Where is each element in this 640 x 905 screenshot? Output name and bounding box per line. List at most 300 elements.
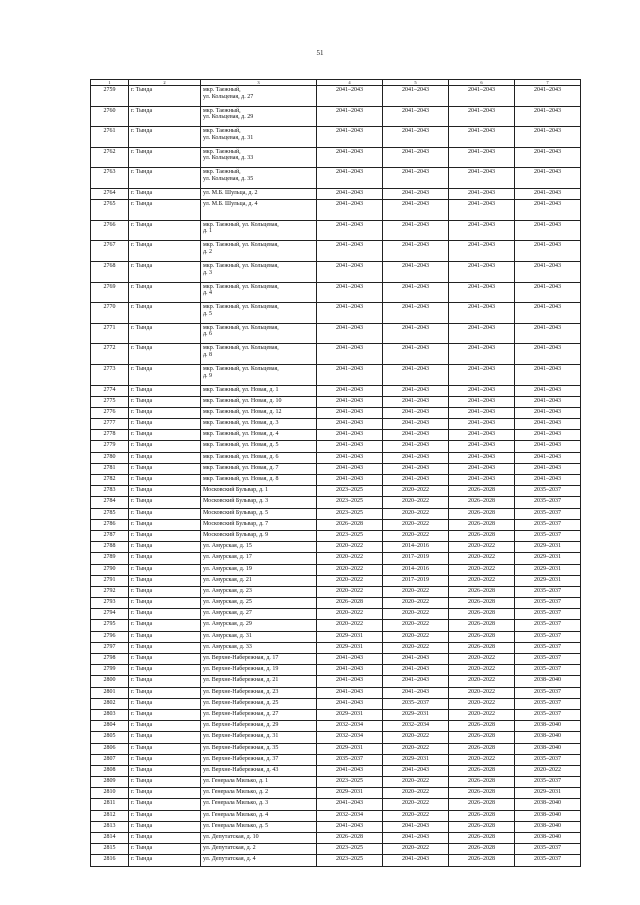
period-cell-col6: 2026–2028 (449, 855, 515, 866)
period-cell-col7: 2029–2031 (515, 788, 581, 799)
period-cell-col7: 2041–2043 (515, 430, 581, 441)
table-row (91, 709, 581, 720)
period-cell-col7: 2041–2043 (515, 396, 581, 407)
address-line: д. 3 (203, 269, 213, 276)
address-cell (201, 497, 317, 508)
table-row (91, 732, 581, 743)
city-cell: г. Тында (129, 261, 201, 282)
city-cell: г. Тында (129, 665, 201, 676)
period-cell-col7: 2038–2040 (515, 799, 581, 810)
period-cell-col5: 2020–2022 (383, 586, 449, 597)
city-cell: г. Тында (129, 530, 201, 541)
period-cell-col4: 2041–2043 (317, 200, 383, 221)
address-line: мкр. Таежный, ул. Кольцевая, (203, 345, 279, 352)
period-cell-col7: 2041–2043 (515, 463, 581, 474)
period-cell-col4: 2035–2037 (317, 754, 383, 765)
address-line: мкр. Таежный, ул. Кольцевая, (203, 221, 279, 228)
period-cell-col6: 2026–2028 (449, 631, 515, 642)
address-line: мкр. Таежный, ул. Новая, д. 8 (203, 476, 279, 482)
address-line: ул. Верхне-Набережная, д. 25 (203, 699, 279, 706)
period-cell-col6: 2020–2022 (449, 676, 515, 687)
period-cell-col4: 2041–2043 (317, 385, 383, 396)
address-cell (201, 127, 317, 148)
schedule-table (90, 79, 581, 867)
city-cell: г. Тында (129, 553, 201, 564)
table-row (91, 86, 581, 107)
city-cell: г. Тында (129, 564, 201, 575)
period-cell-col4: 2032–2034 (317, 732, 383, 743)
address-line: ул. Верхне-Набережная, д. 35 (203, 744, 279, 751)
city-cell: г. Тында (129, 609, 201, 620)
table-body (91, 80, 581, 867)
address-line: ул. Генерала Милько, д. 2 (203, 789, 269, 796)
table-row (91, 220, 581, 241)
header-cell: 3 (201, 80, 317, 86)
period-cell-col4: 2026–2028 (317, 519, 383, 530)
row-number-cell: 2790 (91, 564, 129, 575)
period-cell-col7: 2035–2037 (515, 586, 581, 597)
table-row (91, 530, 581, 541)
row-number-cell: 2801 (91, 687, 129, 698)
period-cell-col6: 2026–2028 (449, 721, 515, 732)
period-cell-col4: 2020–2022 (317, 542, 383, 553)
address-line: мкр. Таежный, (203, 87, 241, 93)
period-cell-col7: 2041–2043 (515, 106, 581, 127)
period-cell-col7: 2041–2043 (515, 86, 581, 107)
table-row (91, 642, 581, 653)
city-cell: г. Тында (129, 497, 201, 508)
city-cell: г. Тында (129, 452, 201, 463)
address-cell (201, 452, 317, 463)
address-line: ул. М.Б. Шульца, д. 2 (203, 189, 258, 196)
period-cell-col6: 2026–2028 (449, 743, 515, 754)
period-cell-col4: 2041–2043 (317, 106, 383, 127)
period-cell-col6: 2026–2028 (449, 732, 515, 743)
row-number-cell: 2773 (91, 364, 129, 385)
city-cell: г. Тында (129, 86, 201, 107)
period-cell-col5: 2020–2022 (383, 598, 449, 609)
address-cell (201, 463, 317, 474)
period-cell-col4: 2041–2043 (317, 654, 383, 665)
period-cell-col7: 2038–2040 (515, 732, 581, 743)
period-cell-col5: 2041–2043 (383, 168, 449, 189)
address-cell (201, 323, 317, 344)
period-cell-col6: 2041–2043 (449, 396, 515, 407)
period-cell-col7: 2041–2043 (515, 200, 581, 221)
city-cell: г. Тында (129, 430, 201, 441)
address-cell (201, 364, 317, 385)
table-row (91, 430, 581, 441)
address-cell (201, 732, 317, 743)
address-cell (201, 844, 317, 855)
table-row (91, 665, 581, 676)
period-cell-col6: 2020–2022 (449, 564, 515, 575)
period-cell-col6: 2026–2028 (449, 799, 515, 810)
period-cell-col7: 2041–2043 (515, 241, 581, 262)
address-cell (201, 743, 317, 754)
table-row (91, 564, 581, 575)
address-line: ул. Амурская, д. 27 (203, 610, 252, 617)
header-cell: 7 (515, 80, 581, 86)
period-cell-col5: 2041–2043 (383, 687, 449, 698)
address-line: ул. Амурская, д. 29 (203, 621, 252, 628)
period-cell-col4: 2041–2043 (317, 188, 383, 199)
period-cell-col5: 2014–2016 (383, 542, 449, 553)
row-number-cell: 2789 (91, 553, 129, 564)
period-cell-col4: 2026–2028 (317, 833, 383, 844)
header-cell: 6 (449, 80, 515, 86)
period-cell-col6: 2041–2043 (449, 282, 515, 303)
period-cell-col7: 2035–2037 (515, 609, 581, 620)
period-cell-col6: 2041–2043 (449, 385, 515, 396)
address-cell (201, 698, 317, 709)
row-number-cell: 2774 (91, 385, 129, 396)
row-number-cell: 2788 (91, 542, 129, 553)
row-number-cell: 2786 (91, 519, 129, 530)
table-row (91, 241, 581, 262)
address-cell (201, 855, 317, 866)
period-cell-col7: 2041–2043 (515, 168, 581, 189)
period-cell-col5: 2014–2016 (383, 564, 449, 575)
address-cell (201, 821, 317, 832)
period-cell-col7: 2035–2037 (515, 665, 581, 676)
table-row (91, 385, 581, 396)
address-line: ул. Амурская, д. 33 (203, 643, 252, 650)
period-cell-col4: 2041–2043 (317, 261, 383, 282)
header-cell: 5 (383, 80, 449, 86)
address-line: ул. Депутатская, д. 10 (203, 834, 259, 840)
period-cell-col5: 2041–2043 (383, 106, 449, 127)
row-number-cell: 2791 (91, 575, 129, 586)
address-line: мкр. Таежный, (203, 107, 241, 114)
address-cell (201, 188, 317, 199)
period-cell-col4: 2020–2022 (317, 564, 383, 575)
address-line: мкр. Таежный, ул. Новая, д. 12 (203, 408, 282, 415)
period-cell-col5: 2041–2043 (383, 188, 449, 199)
table-row (91, 407, 581, 418)
period-cell-col4: 2023–2025 (317, 497, 383, 508)
row-number-cell: 2782 (91, 475, 129, 486)
city-cell: г. Тында (129, 799, 201, 810)
period-cell-col5: 2020–2022 (383, 799, 449, 810)
row-number-cell: 2775 (91, 396, 129, 407)
period-cell-col5: 2020–2022 (383, 788, 449, 799)
address-line: мкр. Таежный, ул. Кольцевая, (203, 304, 279, 311)
address-line: ул. Кольцевая, д. 27 (203, 93, 254, 100)
period-cell-col7: 2038–2040 (515, 833, 581, 844)
table-row (91, 698, 581, 709)
period-cell-col4: 2041–2043 (317, 323, 383, 344)
city-cell: г. Тында (129, 508, 201, 519)
address-line: ул. Генерала Милько, д. 5 (203, 822, 269, 829)
row-number-cell: 2797 (91, 642, 129, 653)
address-line: Московский Бульвар, д. 3 (203, 498, 269, 505)
period-cell-col6: 2041–2043 (449, 452, 515, 463)
period-cell-col5: 2020–2022 (383, 530, 449, 541)
city-cell: г. Тында (129, 441, 201, 452)
period-cell-col5: 2041–2043 (383, 654, 449, 665)
table-row (91, 441, 581, 452)
city-cell: г. Тында (129, 721, 201, 732)
address-line: Московский Бульвар, д. 1 (203, 487, 269, 494)
address-line: ул. Амурская, д. 25 (203, 599, 252, 606)
period-cell-col4: 2020–2022 (317, 586, 383, 597)
city-cell: г. Тында (129, 698, 201, 709)
period-cell-col5: 2020–2022 (383, 497, 449, 508)
table-row (91, 282, 581, 303)
row-number-cell: 2803 (91, 709, 129, 720)
page-number: 51 (316, 49, 324, 57)
address-cell (201, 344, 317, 365)
period-cell-col7: 2038–2040 (515, 721, 581, 732)
period-cell-col7: 2038–2040 (515, 810, 581, 821)
period-cell-col4: 2041–2043 (317, 676, 383, 687)
table-row (91, 323, 581, 344)
period-cell-col4: 2023–2025 (317, 844, 383, 855)
period-cell-col7: 2041–2043 (515, 220, 581, 241)
address-line: мкр. Таежный, ул. Кольцевая, (203, 262, 279, 269)
address-cell (201, 598, 317, 609)
city-cell: г. Тында (129, 486, 201, 497)
period-cell-col4: 2041–2043 (317, 407, 383, 418)
table-row (91, 364, 581, 385)
period-cell-col5: 2041–2043 (383, 821, 449, 832)
period-cell-col5: 2041–2043 (383, 200, 449, 221)
row-number-cell: 2799 (91, 665, 129, 676)
period-cell-col5: 2041–2043 (383, 282, 449, 303)
table-row (91, 721, 581, 732)
period-cell-col4: 2041–2043 (317, 821, 383, 832)
address-line: ул. Кольцевая, д. 33 (203, 155, 254, 162)
period-cell-col5: 2020–2022 (383, 609, 449, 620)
period-cell-col7: 2035–2037 (515, 777, 581, 788)
city-cell: г. Тында (129, 463, 201, 474)
table-row (91, 855, 581, 866)
period-cell-col5: 2032–2034 (383, 721, 449, 732)
period-cell-col7: 2041–2043 (515, 407, 581, 418)
address-cell (201, 754, 317, 765)
period-cell-col7: 2035–2037 (515, 654, 581, 665)
period-cell-col5: 2041–2043 (383, 303, 449, 324)
period-cell-col7: 2041–2043 (515, 419, 581, 430)
address-cell (201, 200, 317, 221)
row-number-cell: 2804 (91, 721, 129, 732)
city-cell: г. Тында (129, 542, 201, 553)
address-cell (201, 665, 317, 676)
address-cell (201, 303, 317, 324)
row-number-cell: 2764 (91, 188, 129, 199)
row-number-cell: 2794 (91, 609, 129, 620)
table-row (91, 821, 581, 832)
row-number-cell: 2811 (91, 799, 129, 810)
address-line: ул. Генерала Милько, д. 3 (203, 800, 269, 807)
period-cell-col6: 2026–2028 (449, 519, 515, 530)
city-cell: г. Тында (129, 676, 201, 687)
period-cell-col7: 2035–2037 (515, 631, 581, 642)
address-line: ул. Депутатская, д. 4 (203, 856, 256, 863)
address-line: мкр. Таежный, ул. Новая, д. 10 (203, 397, 282, 404)
address-line: д. 1 (203, 228, 213, 235)
period-cell-col7: 2029–2031 (515, 553, 581, 564)
row-number-cell: 2807 (91, 754, 129, 765)
period-cell-col6: 2041–2043 (449, 220, 515, 241)
city-cell: г. Тында (129, 519, 201, 530)
period-cell-col5: 2041–2043 (383, 344, 449, 365)
table-row (91, 575, 581, 586)
row-number-cell: 2776 (91, 407, 129, 418)
period-cell-col4: 2041–2043 (317, 364, 383, 385)
row-number-cell: 2796 (91, 631, 129, 642)
period-cell-col4: 2041–2043 (317, 687, 383, 698)
city-cell: г. Тында (129, 188, 201, 199)
city-cell: г. Тында (129, 396, 201, 407)
row-number-cell: 2795 (91, 620, 129, 631)
period-cell-col6: 2026–2028 (449, 765, 515, 776)
row-number-cell: 2812 (91, 810, 129, 821)
period-cell-col7: 2035–2037 (515, 844, 581, 855)
period-cell-col5: 2035–2037 (383, 698, 449, 709)
address-cell (201, 564, 317, 575)
address-line: ул. Кольцевая, д. 29 (203, 114, 254, 121)
row-number-cell: 2815 (91, 844, 129, 855)
period-cell-col6: 2026–2028 (449, 586, 515, 597)
period-cell-col7: 2041–2043 (515, 452, 581, 463)
address-cell (201, 553, 317, 564)
table-row (91, 777, 581, 788)
address-line: ул. Амурская, д. 21 (203, 576, 252, 583)
address-line: ул. Генерала Милько, д. 1 (203, 778, 269, 785)
period-cell-col6: 2041–2043 (449, 200, 515, 221)
address-cell (201, 385, 317, 396)
address-line: мкр. Таежный, ул. Новая, д. 3 (203, 420, 279, 427)
period-cell-col4: 2029–2031 (317, 709, 383, 720)
row-number-cell: 2778 (91, 430, 129, 441)
period-cell-col6: 2041–2043 (449, 430, 515, 441)
table-row (91, 754, 581, 765)
period-cell-col5: 2041–2043 (383, 765, 449, 776)
address-cell (201, 654, 317, 665)
period-cell-col4: 2026–2028 (317, 598, 383, 609)
city-cell: г. Тында (129, 127, 201, 148)
period-cell-col4: 2041–2043 (317, 452, 383, 463)
period-cell-col5: 2041–2043 (383, 385, 449, 396)
period-cell-col6: 2026–2028 (449, 810, 515, 821)
period-cell-col7: 2038–2040 (515, 821, 581, 832)
period-cell-col5: 2020–2022 (383, 620, 449, 631)
period-cell-col7: 2041–2043 (515, 475, 581, 486)
period-cell-col6: 2041–2043 (449, 344, 515, 365)
address-line: д. 9 (203, 372, 213, 379)
address-cell (201, 620, 317, 631)
table-row (91, 631, 581, 642)
period-cell-col4: 2020–2022 (317, 553, 383, 564)
period-cell-col6: 2041–2043 (449, 407, 515, 418)
row-number-cell: 2771 (91, 323, 129, 344)
address-cell (201, 430, 317, 441)
period-cell-col7: 2035–2037 (515, 855, 581, 866)
period-cell-col5: 2017–2019 (383, 553, 449, 564)
address-line: д. 4 (203, 290, 213, 297)
period-cell-col6: 2020–2022 (449, 654, 515, 665)
address-line: ул. Верхне-Набережная, д. 19 (203, 666, 279, 673)
row-number-cell: 2766 (91, 220, 129, 241)
row-number-cell: 2798 (91, 654, 129, 665)
table-row (91, 519, 581, 530)
period-cell-col7: 2041–2043 (515, 303, 581, 324)
address-line: мкр. Таежный, ул. Кольцевая, (203, 283, 279, 290)
table-row (91, 147, 581, 168)
period-cell-col5: 2041–2043 (383, 220, 449, 241)
period-cell-col4: 2032–2034 (317, 721, 383, 732)
period-cell-col4: 2041–2043 (317, 419, 383, 430)
period-cell-col5: 2029–2031 (383, 754, 449, 765)
period-cell-col4: 2041–2043 (317, 430, 383, 441)
period-cell-col7: 2035–2037 (515, 508, 581, 519)
address-cell (201, 168, 317, 189)
row-number-cell: 2787 (91, 530, 129, 541)
period-cell-col5: 2041–2043 (383, 86, 449, 107)
table-row (91, 676, 581, 687)
period-cell-col4: 2023–2025 (317, 777, 383, 788)
table-row (91, 497, 581, 508)
city-cell: г. Тында (129, 821, 201, 832)
period-cell-col6: 2026–2028 (449, 642, 515, 653)
address-line: мкр. Таежный, (203, 128, 241, 135)
address-line: мкр. Таежный, ул. Кольцевая, (203, 324, 279, 331)
address-line: Московский Бульвар, д. 5 (203, 509, 269, 516)
period-cell-col5: 2041–2043 (383, 430, 449, 441)
table-row (91, 743, 581, 754)
period-cell-col4: 2041–2043 (317, 282, 383, 303)
address-cell (201, 106, 317, 127)
table-row (91, 586, 581, 597)
row-number-cell: 2802 (91, 698, 129, 709)
period-cell-col6: 2041–2043 (449, 323, 515, 344)
period-cell-col6: 2026–2028 (449, 609, 515, 620)
address-line: д. 6 (203, 331, 213, 338)
address-line: ул. Кольцевая, д. 31 (203, 134, 254, 141)
period-cell-col7: 2038–2040 (515, 743, 581, 754)
address-cell (201, 788, 317, 799)
row-number-cell: 2783 (91, 486, 129, 497)
period-cell-col4: 2020–2022 (317, 620, 383, 631)
city-cell: г. Тында (129, 106, 201, 127)
table-row (91, 463, 581, 474)
city-cell: г. Тында (129, 754, 201, 765)
period-cell-col4: 2041–2043 (317, 765, 383, 776)
period-cell-col4: 2029–2031 (317, 642, 383, 653)
period-cell-col7: 2035–2037 (515, 754, 581, 765)
period-cell-col5: 2041–2043 (383, 452, 449, 463)
city-cell: г. Тында (129, 419, 201, 430)
city-cell: г. Тында (129, 788, 201, 799)
address-line: ул. Верхне-Набережная, д. 21 (203, 677, 279, 684)
period-cell-col5: 2020–2022 (383, 631, 449, 642)
period-cell-col7: 2041–2043 (515, 127, 581, 148)
city-cell: г. Тында (129, 220, 201, 241)
row-number-cell: 2816 (91, 855, 129, 866)
address-line: мкр. Таежный, (203, 169, 241, 176)
table-row (91, 168, 581, 189)
address-cell (201, 486, 317, 497)
period-cell-col6: 2041–2043 (449, 241, 515, 262)
period-cell-col4: 2041–2043 (317, 441, 383, 452)
period-cell-col4: 2041–2043 (317, 220, 383, 241)
period-cell-col4: 2041–2043 (317, 344, 383, 365)
table-row (91, 200, 581, 221)
period-cell-col7: 2035–2037 (515, 519, 581, 530)
period-cell-col4: 2041–2043 (317, 799, 383, 810)
